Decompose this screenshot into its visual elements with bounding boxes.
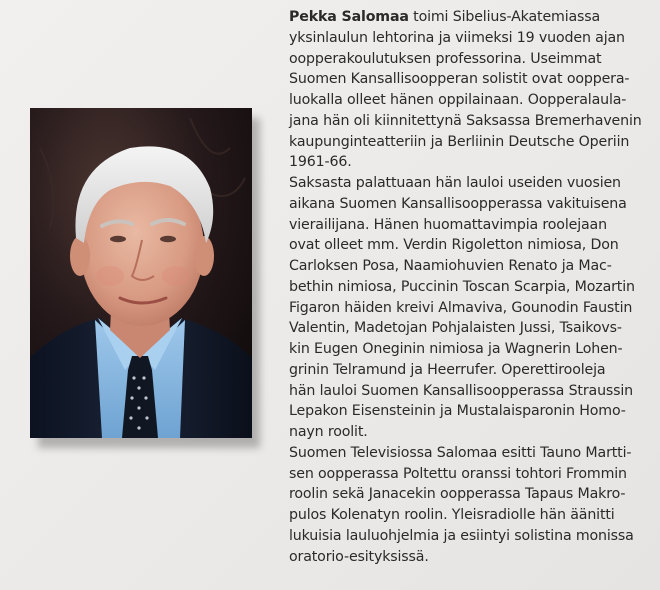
bio-line: lukuisia lauluohjelmia ja esiintyi solistina monissa — [289, 527, 634, 544]
bio-line: luokalla olleet hänen oppilainaan. Oopperalaula- — [289, 92, 627, 108]
bio-paragraph-1 — [289, 7, 657, 173]
portrait-illustration — [30, 108, 252, 438]
bio-line: Saksasta palattuaan hän lauloi useiden vuosien — [289, 175, 621, 191]
bio-paragraph-3 — [289, 443, 657, 568]
bio-line: Carloksen Posa, Naamiohuvien Renato ja Mac- — [289, 258, 612, 274]
singer-name: Pekka Salomaa — [289, 9, 409, 25]
bio-line: Valentin, Madetojan Pohjalaisten Jussi, Tsaikovs- — [289, 320, 622, 337]
bio-line-text: toimi Sibelius-Akatemiassa — [408, 9, 601, 25]
bio-line: grinin Telramund ja Heerrufer. Operettirooleja — [289, 361, 606, 378]
bio-line: ovat olleet mm. Verdin Rigoletton nimiosa, Don — [289, 237, 619, 254]
bio-line: Suomen Televisiossa Salomaa esitti Tauno Martti- — [289, 444, 632, 461]
bio-line: yksinlaulun lehtorina ja viimeksi 19 vuoden ajan — [289, 29, 625, 46]
bio-line: aikana Suomen Kansallisoopperassa vakituisena — [289, 195, 627, 212]
bio-line: oopperakoulutuksen professorina. Useimmat — [289, 50, 602, 67]
bio-line: 1961-66. — [289, 154, 352, 171]
biography-text — [289, 7, 657, 567]
bio-line: roolin sekä Janacekin oopperassa Tapaus Makro- — [289, 486, 626, 503]
bio-line: vierailijana. Hänen huomattavimpia roolejaan — [289, 216, 607, 233]
bio-line: jana hän oli kiinnitettynä Saksassa Bremerhavenin — [289, 112, 642, 129]
bio-line: Figaron häiden kreivi Almaviva, Gounodin Faustin — [289, 299, 633, 316]
bio-line: pulos Kolenatyn roolin. Yleisradiolle hän äänitti — [289, 507, 615, 523]
bio-line: Suomen Kansallisoopperan solistit ovat oopperа- — [289, 71, 630, 88]
bio-line: kin Eugen Oneginin nimiosa ja Wagnerin Lohen- — [289, 341, 623, 357]
bio-line: sen oopperassa Poltettu oranssi tohtori Frommin — [289, 465, 627, 482]
bio-line: oratorio-esityksissä. — [289, 548, 429, 565]
portrait-photo — [30, 108, 252, 438]
bio-line: hän lauloi Suomen Kansallisoopperassa Straussin — [289, 382, 634, 399]
bio-line: nayn roolit. — [289, 424, 368, 440]
bio-paragraph-2 — [289, 173, 657, 443]
bio-line: Lepakon Eisensteinin ja Mustalaisparonin Homo- — [289, 403, 626, 420]
bio-line — [289, 7, 657, 28]
bio-line: bethin nimiosa, Puccinin Toscan Scarpia, Mozartin — [289, 278, 635, 295]
bio-line: kaupunginteatteriin ja Berliinin Deutsche Operiin — [289, 133, 630, 150]
